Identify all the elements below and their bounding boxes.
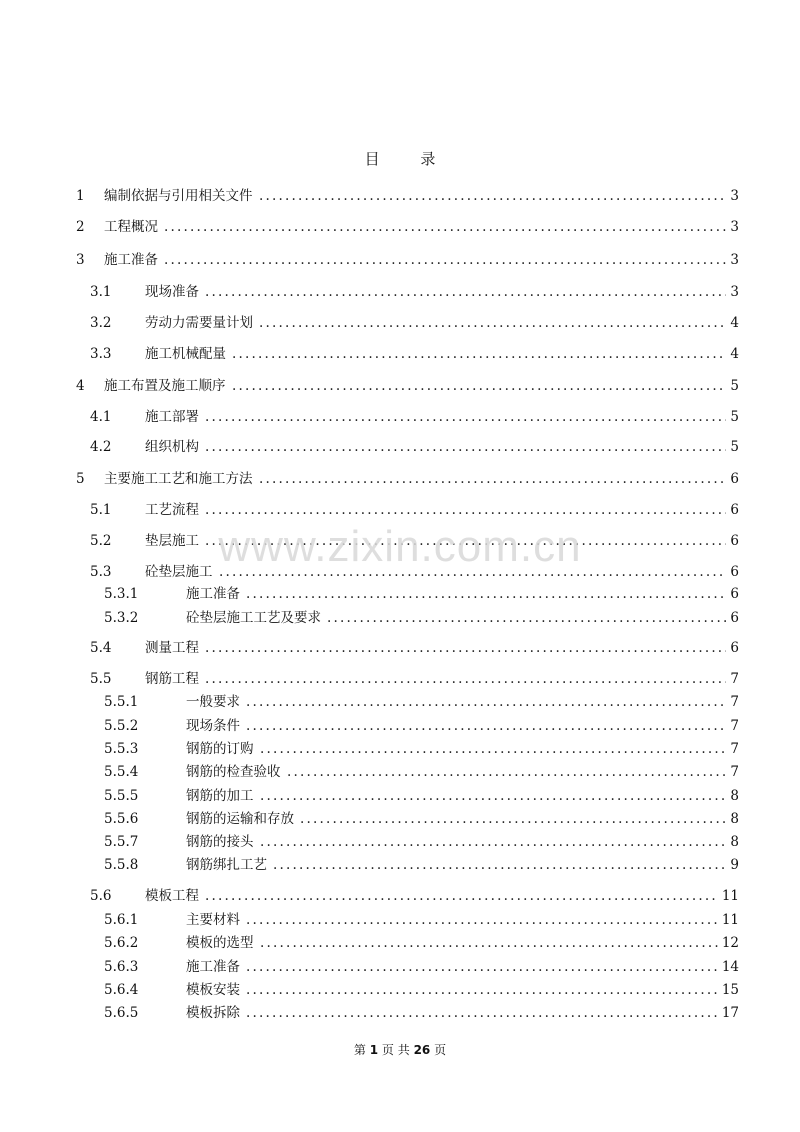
toc-entry-page: 4 <box>730 315 739 331</box>
toc-entry-page: 3 <box>730 188 739 204</box>
toc-entry-number: 2 <box>76 219 85 235</box>
toc-entry[interactable] <box>0 313 800 333</box>
toc-entry-title: 劳动力需要量计划 <box>145 315 253 331</box>
toc-entry-title: 现场准备 <box>145 284 199 300</box>
toc-entry-title: 现场条件 <box>186 718 240 734</box>
toc-entry-number: 5.5.6 <box>104 811 139 827</box>
toc-entry-title: 钢筋的检查验收 <box>186 764 281 780</box>
toc-entry-page: 8 <box>730 788 739 804</box>
toc-entry-page: 11 <box>721 912 739 928</box>
toc-leader-dots <box>205 886 718 906</box>
toc-entry-page: 5 <box>730 439 739 455</box>
toc-entry-number: 5.3.1 <box>104 586 139 602</box>
toc-entry-page: 14 <box>721 959 739 975</box>
toc-entry-title: 钢筋的订购 <box>186 741 254 757</box>
toc-entry-number: 5.5.1 <box>104 694 139 710</box>
toc-leader-dots <box>205 282 726 302</box>
toc-entry-page: 3 <box>730 219 739 235</box>
toc-entry-title: 组织机构 <box>145 439 199 455</box>
toc-entry[interactable] <box>0 980 800 1000</box>
toc-title: 目 录 <box>364 150 454 168</box>
watermark: www.zixin.com.cn <box>218 522 582 571</box>
toc-entry[interactable] <box>0 407 800 427</box>
toc-entry-page: 4 <box>730 346 739 362</box>
toc-entry-title: 模板的选型 <box>186 935 254 951</box>
toc-entry[interactable] <box>0 855 800 875</box>
toc-entry-page: 7 <box>730 764 739 780</box>
toc-leader-dots <box>246 910 718 930</box>
toc-leader-dots <box>259 313 726 333</box>
toc-leader-dots <box>164 250 726 270</box>
toc-entry[interactable] <box>0 809 800 829</box>
toc-entry[interactable] <box>0 957 800 977</box>
toc-entry-number: 5.6.5 <box>104 1005 139 1021</box>
toc-entry-page: 8 <box>730 834 739 850</box>
toc-entry-number: 3 <box>76 252 85 268</box>
toc-leader-dots <box>260 933 718 953</box>
toc-entry-number: 5.5 <box>90 671 112 687</box>
toc-entry-title: 模板拆除 <box>186 1005 240 1021</box>
toc-leader-dots <box>246 1003 718 1023</box>
toc-leader-dots <box>205 531 726 551</box>
toc-leader-dots <box>273 855 726 875</box>
toc-entry-page: 7 <box>730 694 739 710</box>
toc-entry-number: 5.5.2 <box>104 718 139 734</box>
toc-entry-title: 钢筋的运输和存放 <box>186 811 294 827</box>
toc-entry-number: 3.1 <box>90 284 112 300</box>
toc-entry-number: 5.5.5 <box>104 788 139 804</box>
toc-leader-dots <box>259 469 726 489</box>
toc-leader-dots <box>246 957 718 977</box>
toc-leader-dots <box>246 584 726 604</box>
toc-leader-dots <box>205 500 726 520</box>
toc-entry[interactable] <box>0 282 800 302</box>
toc-entry-page: 7 <box>730 671 739 687</box>
toc-leader-dots <box>205 437 726 457</box>
toc-entry-title: 钢筋的接头 <box>186 834 254 850</box>
toc-entry-number: 5.5.3 <box>104 741 139 757</box>
toc-leader-dots <box>260 832 726 852</box>
toc-entry-number: 5.3 <box>90 564 112 580</box>
toc-entry[interactable] <box>0 250 800 270</box>
toc-entry[interactable] <box>0 376 800 396</box>
toc-entry-number: 5.2 <box>90 533 112 549</box>
toc-entry-title: 砼垫层施工 <box>145 564 213 580</box>
toc-entry[interactable] <box>0 1003 800 1023</box>
toc-entry-page: 8 <box>730 811 739 827</box>
toc-entry-number: 5 <box>76 471 85 487</box>
toc-entry-title: 施工准备 <box>186 959 240 975</box>
toc-entry-page: 6 <box>730 564 739 580</box>
footer-page-number: 1 <box>369 1043 379 1057</box>
toc-entry[interactable] <box>0 217 800 237</box>
toc-entry-number: 5.6.1 <box>104 912 139 928</box>
toc-entry-number: 3.3 <box>90 346 112 362</box>
toc-entry-number: 5.6.4 <box>104 982 139 998</box>
toc-entry-title: 模板工程 <box>145 888 199 904</box>
toc-entry-page: 6 <box>730 640 739 656</box>
toc-entry[interactable] <box>0 910 800 930</box>
toc-entry-title: 施工部署 <box>145 409 199 425</box>
toc-entry-title: 工程概况 <box>104 219 158 235</box>
toc-entry[interactable] <box>0 739 800 759</box>
toc-entry-page: 7 <box>730 741 739 757</box>
toc-entry-title: 施工布置及施工顺序 <box>104 378 226 394</box>
toc-leader-dots <box>205 638 726 658</box>
footer-suffix: 页 <box>434 1043 447 1057</box>
toc-entry-page: 5 <box>730 409 739 425</box>
toc-entry[interactable] <box>0 692 800 712</box>
page-footer <box>0 1041 800 1058</box>
footer-prefix: 第 <box>353 1043 366 1057</box>
toc-entry-page: 15 <box>721 982 739 998</box>
toc-entry-number: 5.1 <box>90 502 112 518</box>
toc-entry-title: 砼垫层施工工艺及要求 <box>186 610 321 626</box>
toc-entry-title: 测量工程 <box>145 640 199 656</box>
toc-entry[interactable] <box>0 608 800 628</box>
toc-entry[interactable] <box>0 500 800 520</box>
toc-leader-dots <box>232 344 726 364</box>
toc-leader-dots <box>164 217 726 237</box>
toc-entry-page: 5 <box>730 378 739 394</box>
toc-entry-page: 9 <box>730 857 739 873</box>
toc-entry-number: 4.2 <box>90 439 112 455</box>
toc-entry[interactable] <box>0 584 800 604</box>
toc-entry[interactable] <box>0 638 800 658</box>
footer-total-pages: 26 <box>413 1043 431 1057</box>
toc-entry-number: 5.6.2 <box>104 935 139 951</box>
toc-entry-page: 6 <box>730 533 739 549</box>
toc-leader-dots <box>205 407 726 427</box>
toc-entry-page: 7 <box>730 718 739 734</box>
toc-entry-title: 主要施工工艺和施工方法 <box>104 471 253 487</box>
toc-entry-page: 17 <box>721 1005 739 1021</box>
toc-entry-title: 工艺流程 <box>145 502 199 518</box>
toc-entry-number: 5.6.3 <box>104 959 139 975</box>
toc-entry-page: 3 <box>730 284 739 300</box>
toc-entry-title: 施工准备 <box>186 586 240 602</box>
toc-entry-title: 钢筋工程 <box>145 671 199 687</box>
toc-leader-dots <box>287 762 726 782</box>
toc-leader-dots <box>327 608 726 628</box>
toc-entry-page: 6 <box>730 471 739 487</box>
toc-entry-title: 主要材料 <box>186 912 240 928</box>
toc-leader-dots <box>232 376 726 396</box>
toc-entry[interactable] <box>0 469 800 489</box>
toc-entry[interactable] <box>0 531 800 551</box>
toc-entry[interactable] <box>0 716 800 736</box>
toc-entry-title: 钢筋的加工 <box>186 788 254 804</box>
toc-entry-page: 6 <box>730 586 739 602</box>
toc-entry-title: 垫层施工 <box>145 533 199 549</box>
toc-entry-number: 4.1 <box>90 409 112 425</box>
toc-entry-number: 4 <box>76 378 85 394</box>
toc-leader-dots <box>260 739 726 759</box>
toc-entry-title: 施工准备 <box>104 252 158 268</box>
toc-leader-dots <box>246 692 726 712</box>
toc-entry[interactable] <box>0 933 800 953</box>
toc-entry-title: 施工机械配量 <box>145 346 226 362</box>
toc-leader-dots <box>260 786 726 806</box>
toc-entry[interactable] <box>0 786 800 806</box>
toc-leader-dots <box>205 669 726 689</box>
toc-entry[interactable] <box>0 344 800 364</box>
toc-entry-page: 11 <box>721 888 739 904</box>
toc-entry[interactable] <box>0 437 800 457</box>
toc-leader-dots <box>246 716 726 736</box>
toc-entry[interactable] <box>0 669 800 689</box>
toc-entry-title: 一般要求 <box>186 694 240 710</box>
toc-entry-page: 12 <box>721 935 739 951</box>
toc-entry-page: 3 <box>730 252 739 268</box>
toc-entry-number: 5.5.4 <box>104 764 139 780</box>
toc-leader-dots <box>219 562 726 582</box>
toc-entry[interactable] <box>0 886 800 906</box>
toc-entry[interactable] <box>0 832 800 852</box>
toc-entry[interactable] <box>0 762 800 782</box>
toc-entry[interactable] <box>0 186 800 206</box>
toc-entry-number: 5.5.7 <box>104 834 139 850</box>
toc-entry-number: 5.3.2 <box>104 610 139 626</box>
toc-entry-page: 6 <box>730 502 739 518</box>
toc-entry-number: 5.4 <box>90 640 112 656</box>
toc-leader-dots <box>300 809 726 829</box>
toc-leader-dots <box>259 186 726 206</box>
toc-entry-number: 5.6 <box>90 888 112 904</box>
footer-middle: 页 共 <box>381 1043 410 1057</box>
toc-entry-number: 3.2 <box>90 315 112 331</box>
toc-entry-title: 模板安装 <box>186 982 240 998</box>
toc-entry[interactable] <box>0 562 800 582</box>
toc-entry-title: 编制依据与引用相关文件 <box>104 188 253 204</box>
toc-entry-page: 6 <box>730 610 739 626</box>
toc-entry-number: 1 <box>76 188 85 204</box>
toc-entry-number: 5.5.8 <box>104 857 139 873</box>
toc-leader-dots <box>246 980 718 1000</box>
toc-entry-title: 钢筋绑扎工艺 <box>186 857 267 873</box>
